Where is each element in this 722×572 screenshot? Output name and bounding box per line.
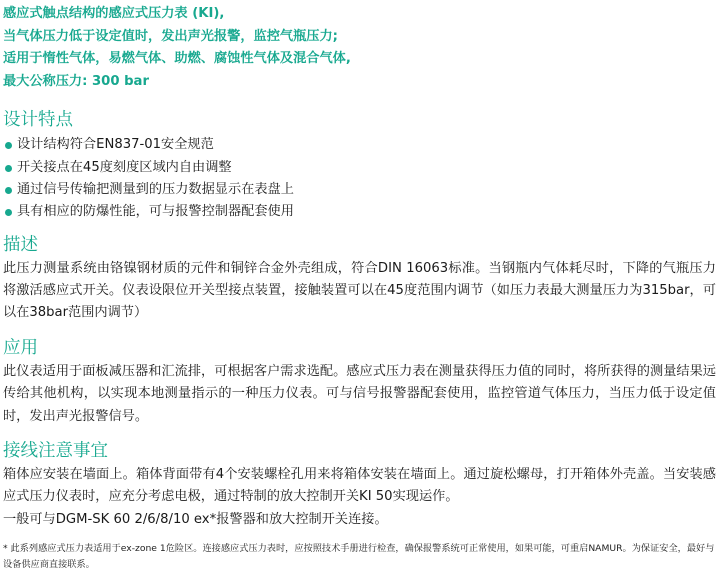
- feature-item: [3, 157, 716, 179]
- intro-line: 感应式触点结构的感应式压力表 (KI),: [3, 6, 225, 21]
- description-heading: 描述: [3, 234, 38, 255]
- wiring-text-2: 一般可与DGM-SK 60 2/6/8/10 ex*报警器和放大控制开关连接。: [3, 511, 388, 527]
- description-text: 此压力测量系统由铬镍钢材质的元件和铜锌合金外壳组成，符合DIN 16063标准。当钢瓶内气体耗尽时，下降的气瓶压力将激活感应式开关。仪表设限位开关型接点装置，接触装置可以在45度范围内调节（如压力表最大测量压力为315bar，可以在38bar范围内调节）: [3, 260, 716, 321]
- bullet-icon: [5, 187, 12, 194]
- bullet-icon: [5, 142, 12, 149]
- bullet-icon: [5, 209, 12, 216]
- application-heading: 应用: [3, 337, 38, 358]
- intro-line: 最大公称压力: 300 bar: [3, 73, 149, 89]
- feature-text: 设计结构符合EN837-01安全规范: [17, 137, 214, 153]
- intro-block: [3, 3, 716, 93]
- footnote: * 此系列感应式压力表适用于ex-zone 1危险区。连接感应式压力表时，应按照技术手册进行检查，确保报警系统可正常使用，如果可能，可重启NAMUR。为保证安全，最好与设备供应商直接联系。: [3, 543, 715, 570]
- feature-text: 具有相应的防爆性能，可与报警控制器配套使用: [17, 204, 294, 220]
- intro-line: 当气体压力低于设定值时，发出声光报警，监控气瓶压力;: [3, 28, 338, 44]
- features-list: [3, 134, 716, 223]
- application-text: 此仪表适用于面板减压器和汇流排，可根据客户需求选配。感应式压力表在测量获得压力值的同时，将所获得的测量结果远传给其他机构，以实现本地测量指示的一种压力仪表。可与信号报警器配套使用，监控管道气体压力，当压力低于设定值时，发出声光报警信号。: [3, 363, 716, 424]
- feature-item: [3, 179, 716, 201]
- feature-text: 开关接点在45度刻度区域内自由调整: [17, 159, 232, 175]
- features-heading: 设计特点: [3, 110, 73, 131]
- feature-text: 通过信号传输把测量到的压力数据显示在表盘上: [17, 181, 294, 197]
- datasheet-page: [0, 3, 722, 572]
- feature-item: [3, 201, 716, 223]
- wiring-heading: 接线注意事宜: [3, 441, 108, 461]
- wiring-text: 箱体应安装在墙面上。箱体背面带有4个安装螺栓孔用来将箱体安装在墙面上。通过旋松螺母，打开箱体外壳盖。当安装感应式压力仪表时，应充分考虑电极，通过特制的放大控制开关KI 50实现运作。: [3, 467, 716, 505]
- intro-line: 适用于惰性气体，易燃气体、助燃、腐蚀性气体及混合气体,: [3, 51, 351, 67]
- bullet-icon: [5, 165, 12, 172]
- feature-item: [3, 134, 716, 156]
